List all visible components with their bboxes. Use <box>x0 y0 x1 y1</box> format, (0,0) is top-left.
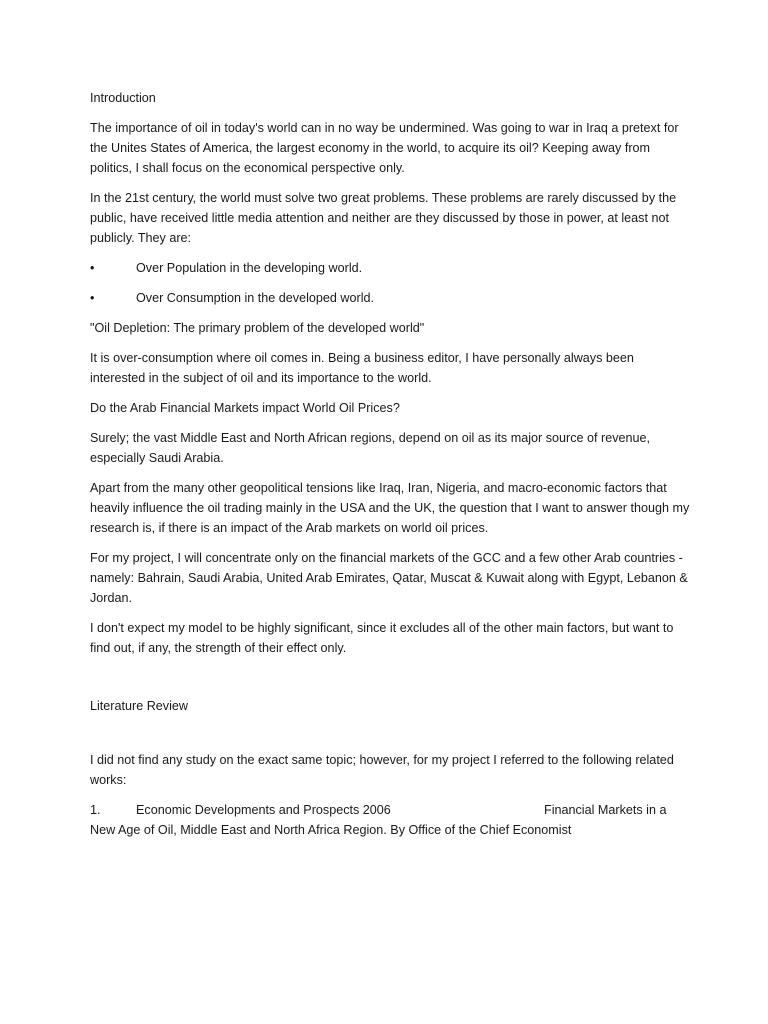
paragraph-related-works: I did not find any study on the exact same topic; however, for my project I referred to the following related works: <box>90 753 674 787</box>
introduction-heading: Introduction <box>90 91 156 105</box>
reference-rest: New Age of Oil, Middle East and North Africa Region. By Office of the Chief Economist <box>90 823 572 837</box>
bullet-text: Over Population in the developing world. <box>136 261 363 275</box>
reference-item <box>90 800 690 840</box>
literature-review-heading: Literature Review <box>90 699 188 713</box>
paragraph-mena-regions: Surely; the vast Middle East and North African regions, depend on oil as its major source of revenue, especially Saudi Arabia. <box>90 431 651 465</box>
quote-line: "Oil Depletion: The primary problem of the developed world" <box>90 321 425 335</box>
paragraph-over-consumption: It is over-consumption where oil comes in. Being a business editor, I have personally always been interested in the subject of oil and its importance to the world. <box>90 351 634 385</box>
question-line: Do the Arab Financial Markets impact World Oil Prices? <box>90 401 400 415</box>
paragraph-two-problems: In the 21st century, the world must solve two great problems. These problems are rarely discussed by the public, have received little media attention and neither are they discussed by those in power, at least not publicly. They are: <box>90 191 677 245</box>
reference-title: Economic Developments and Prospects 2006 <box>136 803 391 817</box>
reference-title-continued: Financial Markets in a <box>544 803 667 817</box>
paragraph-oil-importance: The importance of oil in today's world can in no way be undermined. Was going to war in Iraq a pretext for the Unites States of America, the largest economy in the world, to acquire its oil? Keeping away from politics, I shall focus on the economical perspective only. <box>90 121 679 175</box>
bullet-item <box>90 288 690 308</box>
paragraph-geopolitical: Apart from the many other geopolitical tensions like Iraq, Iran, Nigeria, and macro-economic factors that heavily influence the oil trading mainly in the USA and the UK, the question that I want to answer though my research is, if there is an impact of the Arab markets on world oil prices. <box>90 481 690 535</box>
paragraph-model-expectation: I don't expect my model to be highly significant, since it excludes all of the other main factors, but want to find out, if any, the strength of their effect only. <box>90 621 674 655</box>
bullet-text: Over Consumption in the developed world. <box>136 291 375 305</box>
document-page <box>90 88 690 850</box>
reference-number: 1. <box>90 803 101 817</box>
paragraph-project-scope: For my project, I will concentrate only on the financial markets of the GCC and a few other Arab countries - namely: Bahrain, Saudi Arabia, United Arab Emirates, Qatar, Muscat & Kuwait along with Egypt, Lebanon & Jordan. <box>90 551 688 605</box>
bullet-marker: • <box>90 291 95 305</box>
spacer <box>90 668 690 696</box>
spacer <box>90 726 690 750</box>
bullet-marker: • <box>90 261 95 275</box>
bullet-item <box>90 258 690 278</box>
